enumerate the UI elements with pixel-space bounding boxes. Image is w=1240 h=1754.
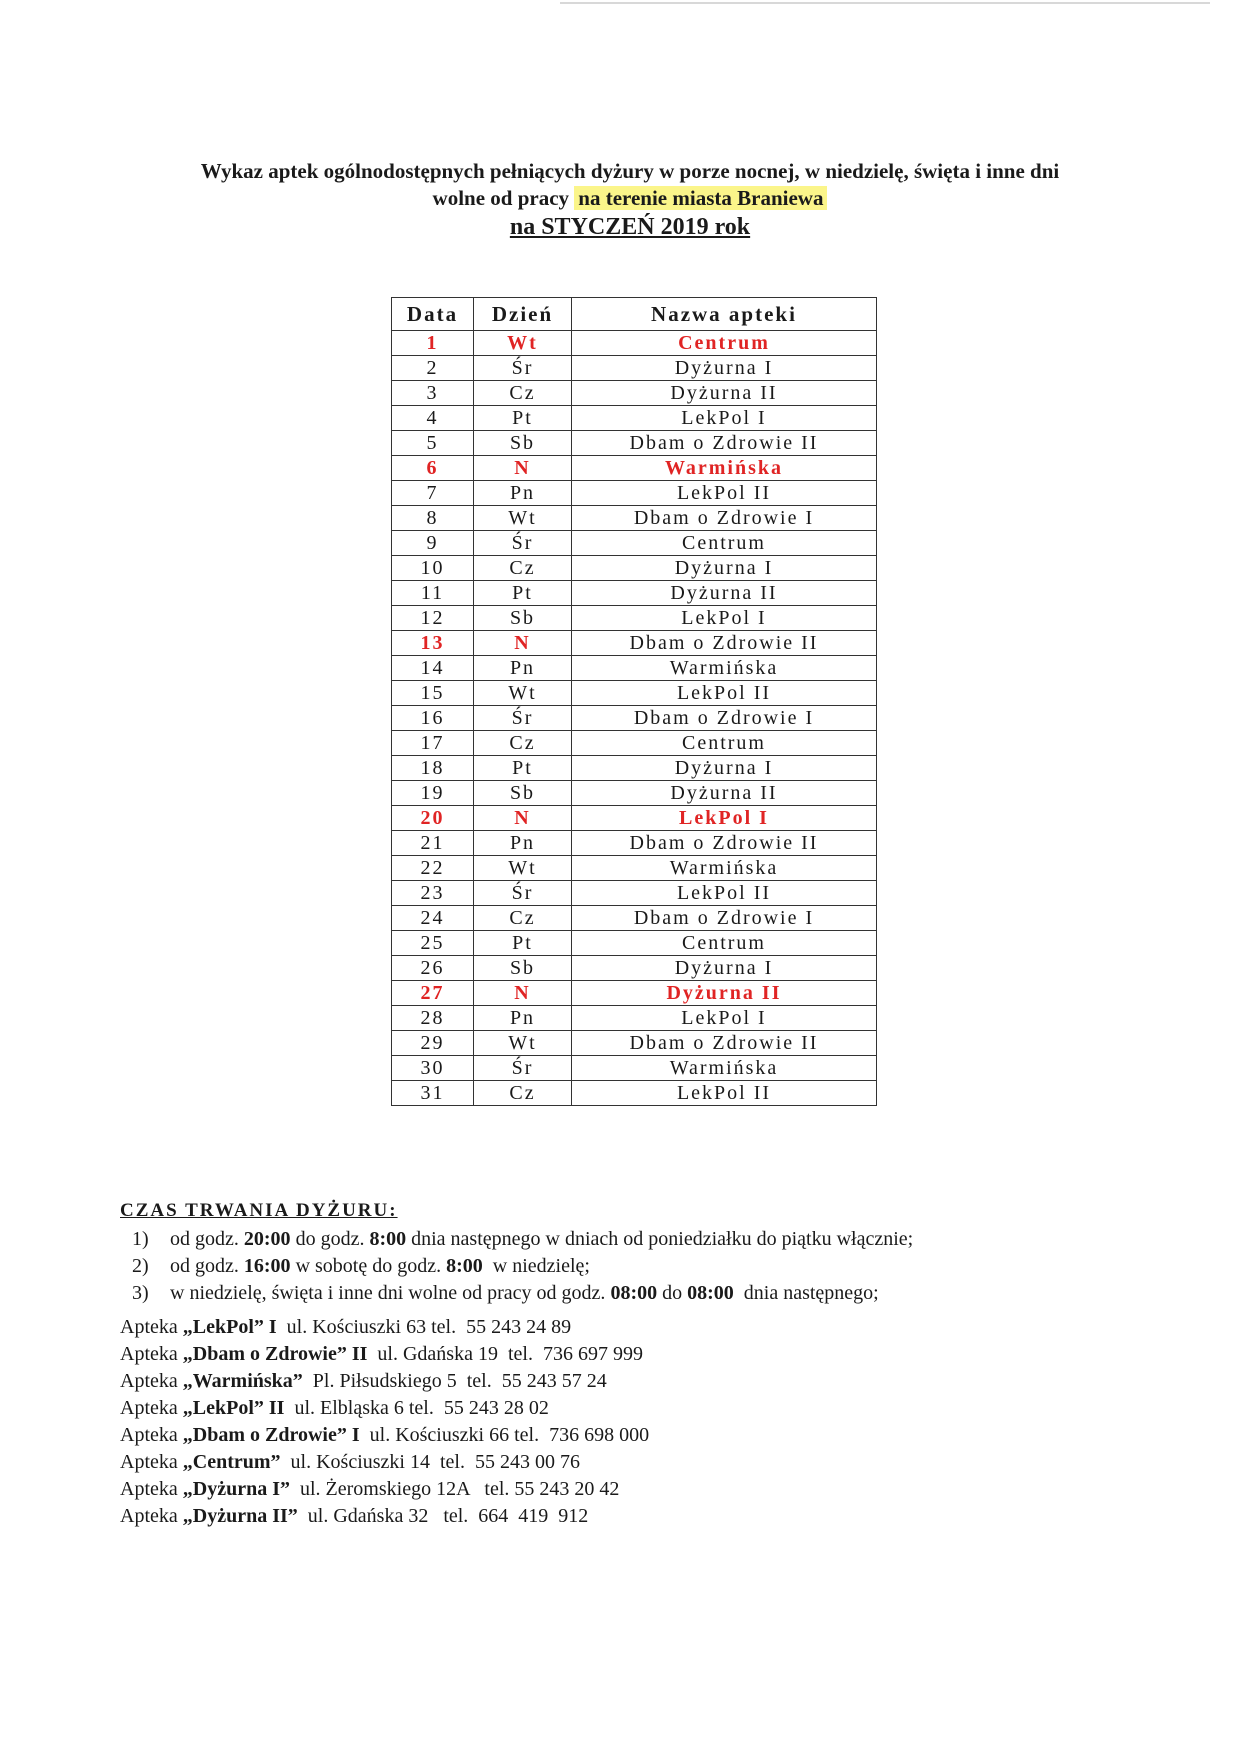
cell-pharmacy: Warmińska [572, 856, 877, 881]
contact-address-phone: Pl. Piłsudskiego 5 tel. 55 243 57 24 [302, 1370, 607, 1392]
cell-pharmacy: LekPol I [572, 1006, 877, 1031]
cell-day: Sb [474, 606, 572, 631]
cell-day: N [474, 456, 572, 481]
cell-day: Cz [474, 381, 572, 406]
cell-pharmacy: Dbam o Zdrowie II [572, 1031, 877, 1056]
cell-pharmacy: Centrum [572, 531, 877, 556]
cell-date: 24 [392, 906, 474, 931]
list-item [132, 1280, 913, 1307]
list-item-number: 3) [132, 1282, 149, 1304]
contact-name: „Warmińska” [182, 1370, 303, 1392]
list-item-text: dnia następnego; [733, 1282, 879, 1304]
list-item-number: 2) [132, 1255, 149, 1277]
table-row [392, 406, 877, 431]
contact-address-phone: ul. Gdańska 19 tel. 736 697 999 [367, 1343, 643, 1365]
cell-pharmacy: Centrum [572, 731, 877, 756]
cell-day: Cz [474, 556, 572, 581]
cell-date: 3 [392, 381, 474, 406]
contact-line [120, 1368, 649, 1395]
table-row [392, 731, 877, 756]
table-row [392, 606, 877, 631]
cell-date: 7 [392, 481, 474, 506]
table-row [392, 1006, 877, 1031]
table-row [392, 706, 877, 731]
table-row [392, 1031, 877, 1056]
cell-pharmacy: Dyżurna I [572, 756, 877, 781]
header-pharmacy: Nazwa apteki [572, 298, 877, 331]
cell-pharmacy: Dyżurna II [572, 581, 877, 606]
cell-day: N [474, 806, 572, 831]
cell-date: 21 [392, 831, 474, 856]
title-highlight: na terenie miasta Braniewa [574, 186, 827, 210]
cell-date: 20 [392, 806, 474, 831]
list-item-time: 8:00 [446, 1255, 483, 1277]
table-row [392, 981, 877, 1006]
contact-prefix: Apteka [120, 1478, 183, 1500]
cell-date: 23 [392, 881, 474, 906]
cell-date: 15 [392, 681, 474, 706]
cell-day: Sb [474, 956, 572, 981]
table-row [392, 556, 877, 581]
contact-name: „Dyżurna I” [182, 1478, 290, 1500]
cell-pharmacy: Dyżurna I [572, 356, 877, 381]
table-row [392, 681, 877, 706]
cell-day: Pn [474, 831, 572, 856]
cell-date: 16 [392, 706, 474, 731]
cell-pharmacy: Dbam o Zdrowie I [572, 906, 877, 931]
table-row [392, 1056, 877, 1081]
table-row [392, 481, 877, 506]
cell-date: 9 [392, 531, 474, 556]
contact-line [120, 1314, 649, 1341]
table-row [392, 881, 877, 906]
pharmacy-contacts-list [120, 1314, 649, 1530]
table-row [392, 631, 877, 656]
cell-pharmacy: LekPol I [572, 406, 877, 431]
table-row [392, 381, 877, 406]
table-row [392, 531, 877, 556]
cell-pharmacy: Warmińska [572, 456, 877, 481]
contact-name: „LekPol” II [182, 1397, 285, 1419]
contact-address-phone: ul. Elbląska 6 tel. 55 243 28 02 [284, 1397, 549, 1419]
contact-name: „Centrum” [182, 1451, 281, 1473]
cell-date: 19 [392, 781, 474, 806]
table-row [392, 906, 877, 931]
cell-day: Śr [474, 706, 572, 731]
scan-edge-line [560, 2, 1210, 4]
cell-pharmacy: LekPol II [572, 1081, 877, 1106]
table-row [392, 931, 877, 956]
contact-prefix: Apteka [120, 1316, 183, 1338]
table-header-row [392, 298, 877, 331]
cell-date: 22 [392, 856, 474, 881]
table-row [392, 331, 877, 356]
cell-pharmacy: Centrum [572, 931, 877, 956]
contact-prefix: Apteka [120, 1424, 183, 1446]
contact-prefix: Apteka [120, 1505, 183, 1527]
cell-date: 10 [392, 556, 474, 581]
contact-line [120, 1422, 649, 1449]
cell-pharmacy: Dyżurna I [572, 956, 877, 981]
cell-date: 1 [392, 331, 474, 356]
list-item [132, 1226, 913, 1253]
cell-date: 31 [392, 1081, 474, 1106]
list-item-text: w sobotę do godz. [290, 1255, 447, 1277]
list-item-time: 20:00 [243, 1228, 291, 1250]
cell-day: Pt [474, 406, 572, 431]
cell-pharmacy: Dyżurna I [572, 556, 877, 581]
list-item-text: dnia następnego w dniach od poniedziałku do piątku włącznie; [406, 1228, 914, 1250]
contact-address-phone: ul. Żeromskiego 12A tel. 55 243 20 42 [290, 1478, 620, 1500]
table-row [392, 506, 877, 531]
contact-prefix: Apteka [120, 1343, 183, 1365]
cell-day: Cz [474, 731, 572, 756]
cell-pharmacy: LekPol II [572, 481, 877, 506]
cell-day: Wt [474, 506, 572, 531]
list-item-time: 16:00 [243, 1255, 291, 1277]
list-item-text: do [657, 1282, 688, 1304]
cell-date: 26 [392, 956, 474, 981]
table-row [392, 856, 877, 881]
cell-date: 17 [392, 731, 474, 756]
cell-pharmacy: Dbam o Zdrowie II [572, 431, 877, 456]
cell-day: Sb [474, 781, 572, 806]
title-line-2 [130, 185, 1130, 212]
cell-day: Śr [474, 531, 572, 556]
contact-prefix: Apteka [120, 1451, 183, 1473]
duty-hours-list [132, 1226, 913, 1307]
cell-day: Pt [474, 756, 572, 781]
duty-schedule-table [391, 297, 877, 1106]
table-row [392, 806, 877, 831]
cell-day: Wt [474, 1031, 572, 1056]
cell-day: Pn [474, 1006, 572, 1031]
contact-line [120, 1476, 649, 1503]
cell-day: Wt [474, 856, 572, 881]
cell-date: 6 [392, 456, 474, 481]
list-item-time: 08:00 [610, 1282, 658, 1304]
cell-pharmacy: LekPol II [572, 881, 877, 906]
cell-date: 5 [392, 431, 474, 456]
list-item-text: w niedzielę, święta i inne dni wolne od pracy od godz. [170, 1282, 611, 1304]
list-item-time: 08:00 [687, 1282, 734, 1304]
cell-day: Cz [474, 1081, 572, 1106]
table-row [392, 781, 877, 806]
table-row [392, 1081, 877, 1106]
table-row [392, 431, 877, 456]
cell-day: Śr [474, 1056, 572, 1081]
cell-date: 27 [392, 981, 474, 1006]
cell-date: 25 [392, 931, 474, 956]
contact-line [120, 1341, 649, 1368]
duty-hours-title: CZAS TRWANIA DYŻURU: [120, 1200, 398, 1221]
contact-address-phone: ul. Gdańska 32 tel. 664 419 912 [297, 1505, 589, 1527]
list-item-text: od godz. [170, 1228, 244, 1250]
contact-prefix: Apteka [120, 1370, 183, 1392]
contact-address-phone: ul. Kościuszki 66 tel. 736 698 000 [359, 1424, 650, 1446]
cell-day: Śr [474, 881, 572, 906]
title-line-2-plain: wolne od pracy [432, 186, 575, 210]
cell-pharmacy: Dbam o Zdrowie II [572, 631, 877, 656]
table-row [392, 581, 877, 606]
cell-pharmacy: LekPol I [572, 606, 877, 631]
cell-pharmacy: Dyżurna II [572, 981, 877, 1006]
contact-name: „LekPol” I [182, 1316, 277, 1338]
cell-day: Cz [474, 906, 572, 931]
cell-pharmacy: LekPol II [572, 681, 877, 706]
table-row [392, 656, 877, 681]
contact-address-phone: ul. Kościuszki 63 tel. 55 243 24 89 [276, 1316, 572, 1338]
cell-pharmacy: Dbam o Zdrowie I [572, 506, 877, 531]
cell-date: 28 [392, 1006, 474, 1031]
contact-line [120, 1395, 649, 1422]
header-day: Dzień [474, 298, 572, 331]
cell-day: Pn [474, 656, 572, 681]
list-item-number: 1) [132, 1228, 149, 1250]
header-date: Data [392, 298, 474, 331]
cell-day: Wt [474, 331, 572, 356]
cell-pharmacy: Dbam o Zdrowie I [572, 706, 877, 731]
cell-day: Pt [474, 581, 572, 606]
contact-prefix: Apteka [120, 1397, 183, 1419]
cell-pharmacy: Dbam o Zdrowie II [572, 831, 877, 856]
list-item-text: od godz. [170, 1255, 244, 1277]
cell-day: Sb [474, 431, 572, 456]
list-item-text: do godz. [290, 1228, 370, 1250]
table-row [392, 356, 877, 381]
contact-address-phone: ul. Kościuszki 14 tel. 55 243 00 76 [280, 1451, 580, 1473]
cell-date: 13 [392, 631, 474, 656]
cell-date: 30 [392, 1056, 474, 1081]
cell-date: 14 [392, 656, 474, 681]
cell-day: Śr [474, 356, 572, 381]
table-body [392, 331, 877, 1106]
contact-name: „Dbam o Zdrowie” I [182, 1424, 360, 1446]
subtitle-text: na STYCZEŃ 2019 rok [509, 214, 751, 240]
cell-day: Wt [474, 681, 572, 706]
table-row [392, 756, 877, 781]
list-item [132, 1253, 913, 1280]
cell-date: 12 [392, 606, 474, 631]
list-item-text: w niedzielę; [482, 1255, 590, 1277]
document-subtitle [130, 214, 1130, 241]
cell-pharmacy: Dyżurna II [572, 781, 877, 806]
contact-line [120, 1449, 649, 1476]
cell-date: 18 [392, 756, 474, 781]
cell-date: 29 [392, 1031, 474, 1056]
contact-name: „Dyżurna II” [182, 1505, 298, 1527]
list-item-time: 8:00 [369, 1228, 407, 1250]
cell-pharmacy: Warmińska [572, 1056, 877, 1081]
cell-pharmacy: Warmińska [572, 656, 877, 681]
cell-date: 8 [392, 506, 474, 531]
table-row [392, 456, 877, 481]
cell-day: N [474, 981, 572, 1006]
cell-date: 11 [392, 581, 474, 606]
contact-name: „Dbam o Zdrowie” II [182, 1343, 368, 1365]
cell-pharmacy: Dyżurna II [572, 381, 877, 406]
table-row [392, 831, 877, 856]
cell-day: N [474, 631, 572, 656]
contact-line [120, 1503, 649, 1530]
cell-date: 2 [392, 356, 474, 381]
table-row [392, 956, 877, 981]
cell-pharmacy: LekPol I [572, 806, 877, 831]
cell-day: Pn [474, 481, 572, 506]
title-line-1: Wykaz aptek ogólnodostępnych pełniących dyżury w porze nocnej, w niedzielę, święta i inne dni [200, 159, 1060, 183]
cell-day: Pt [474, 931, 572, 956]
cell-date: 4 [392, 406, 474, 431]
cell-pharmacy: Centrum [572, 331, 877, 356]
document-title [130, 158, 1130, 212]
